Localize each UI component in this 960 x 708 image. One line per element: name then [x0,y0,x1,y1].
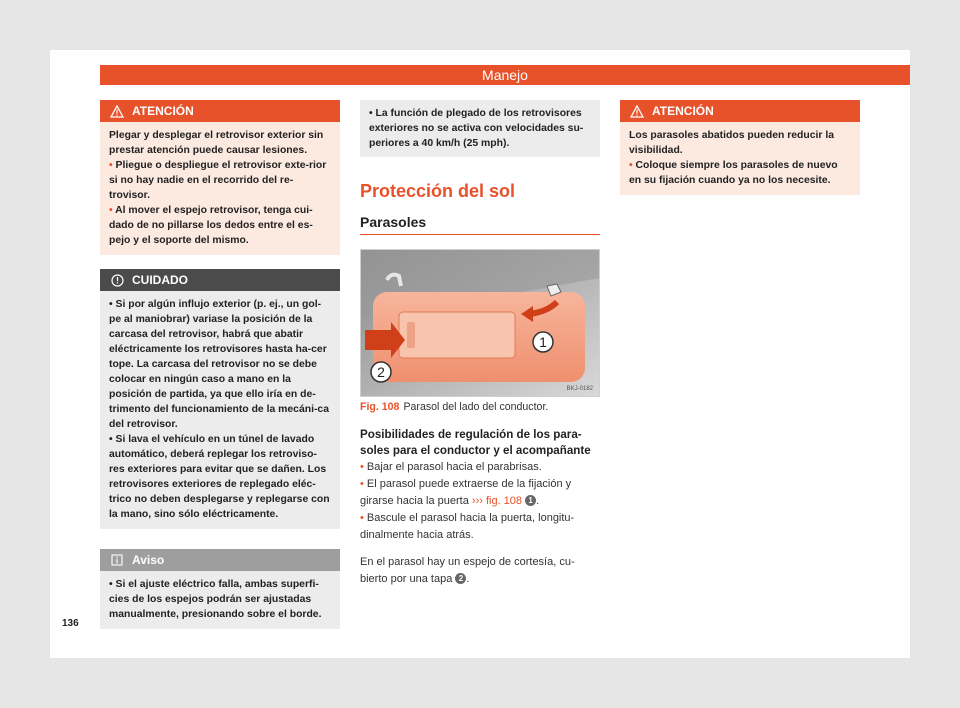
section-title: Protección del sol [360,181,516,201]
caution-box [100,269,340,529]
adjustment-bullet: • El parasol puede extraerse de la fijación y girarse hacia la puerta ››› fig. 108 1 . [360,478,572,507]
adjustment-bullet: • Bajar el parasol hacia el parabrisas. [360,461,542,473]
figure-label-2: 2 [377,364,385,380]
warning-intro: Los parasoles abatidos pueden reducir la visibilidad. [629,130,834,156]
caution-bullet: • Si lava el vehículo en un túnel de lavado automático, deberá replegar los retroviso-res exteriores para evitar que se dañen. Los retrovisores exteriores de replegado eléc-trico no deben desplegarse y replegarse con la mano, sino sólo eléctricamente. [109,434,330,520]
sun-visor-illustration [361,250,599,396]
warning-intro: Plegar y desplegar el retrovisor exterior sin prestar atención puede causar lesiones. [109,130,324,156]
sun-visor-figure [360,249,600,397]
warning-header [620,100,860,122]
callout-1: 1 [525,495,536,506]
column-left [100,100,340,643]
warning-bullet: • Coloque siempre los parasoles de nuevo en su fijación cuando ya no los necesite. [629,160,838,186]
warning-title: ATENCIÓN [652,104,714,118]
warning-bullet: • Pliegue o despliegue el retrovisor exte-rior si no hay nadie en el recorrido del re-trovisor. [109,160,327,201]
figure-code: BKJ-0182 [566,386,593,392]
subsection-title: Parasoles [360,214,600,235]
figure-caption: Fig. 108 Parasol del lado del conductor. [360,401,549,413]
warning-header [100,100,340,122]
warning-box [100,100,340,255]
warning-bullet: • Al mover el espejo retrovisor, tenga cui-dado de no pillarse los dedos entre el es-pejo y el soporte del mismo. [109,205,313,246]
warning-triangle-icon [630,104,644,118]
warning-title: ATENCIÓN [132,104,194,118]
note-bullet: • Si el ajuste eléctrico falla, ambas superfi-cies de los espejos podrán ser ajustadas manualmente, presionando sobre el borde. [109,579,322,620]
page-number: 136 [62,618,79,629]
note-box [100,549,340,629]
caution-title: CUIDADO [132,273,188,287]
warning-body [620,122,860,195]
figure-label-1: 1 [539,334,547,350]
adjustment-heading: Posibilidades de regulación de los para-soles para el conductor y el acompañante [360,428,591,457]
note-body [100,571,340,629]
note-title: Aviso [132,553,165,567]
figure-reference-link[interactable]: ››› fig. 108 [471,495,523,507]
note-header [100,549,340,571]
caution-bullet: • Si por algún influjo exterior (p. ej., un gol-pe al maniobrar) variase la posición de la carcasa del retrovisor, habrá que abatir eléctricamente los retrovisores hasta ha-cer tope. La carcasa del retrovisor no se debe colocar en ningún caso a mano en la posición de partida, ya que ello iría en de-trimento del funcionamiento de la mecáni-ca del retrovisor. [109,299,329,430]
caution-body [100,291,340,529]
chapter-header: Manejo [100,65,910,85]
callout-2: 2 [455,573,466,584]
warning-body [100,122,340,255]
column-right [620,100,860,209]
mirror-paragraph: En el parasol hay un espejo de cortesía, cu-bierto por una tapa 2 . [360,556,575,585]
warning-box [620,100,860,195]
page [50,50,910,658]
note-icon [110,553,124,567]
continued-bullet: • La función de plegado de los retrovisores exteriores no se activa con velocidades su-periores a 40 km/h (25 mph). [360,100,600,157]
adjustment-bullet: • Bascule el parasol hacia la puerta, longitu-dinalmente hacia atrás. [360,512,575,541]
info-circle-icon [110,273,124,287]
warning-triangle-icon [110,104,124,118]
column-middle [360,100,600,588]
caution-header [100,269,340,291]
